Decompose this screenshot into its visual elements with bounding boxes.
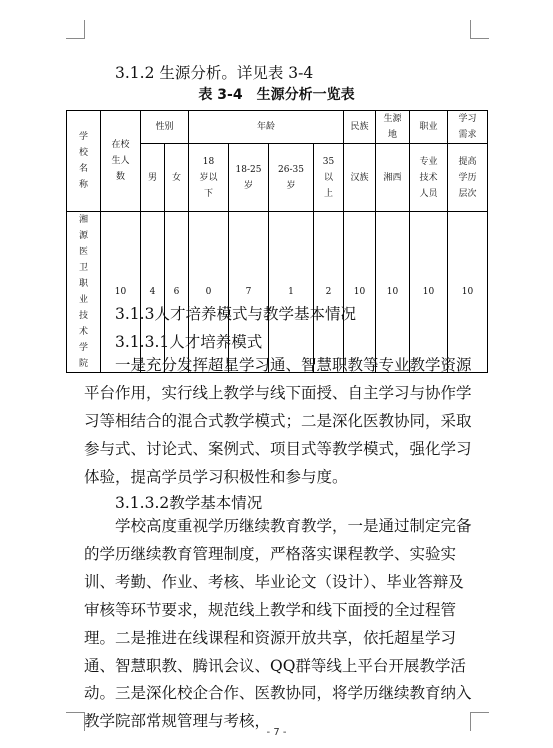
- cell-han: 10: [344, 212, 376, 373]
- section-heading-3-1-3: 3.1.3人才培养模式与教学基本情况: [115, 305, 356, 323]
- cell-study-need: 10: [448, 212, 488, 373]
- header-origin-value: 湘西: [376, 144, 410, 212]
- header-gender: 性别: [141, 111, 189, 144]
- crop-mark-top-right: [470, 20, 489, 39]
- header-female: 女: [165, 144, 189, 212]
- cell-school: 湘源医卫职业技术学院: [67, 212, 101, 373]
- cell-age-18-25: 7: [229, 212, 269, 373]
- cell-age-26-35: 1: [269, 212, 314, 373]
- cell-age-under-18: 0: [189, 212, 229, 373]
- cell-male: 4: [141, 212, 165, 373]
- header-age-18-25: 18-25岁: [229, 144, 269, 212]
- paragraph-training-model: 一是充分发挥超星学习通、智慧职教等专业教学资源平台作用，实行线上教学与线下面授、自主学习与协作学习等相结合的混合式教学模式；二是深化医教协同，采取参与式、讨论式、案例式、项目式等教学模式，强化学习体验，提高学员学习积极性和参与度。: [84, 356, 472, 486]
- header-age-35-plus: 35以上: [314, 144, 344, 212]
- page-number: - 7 -: [266, 727, 287, 738]
- header-ethnicity: 民族: [344, 111, 376, 144]
- cell-age-35-plus: 2: [314, 212, 344, 373]
- header-enrolled-count: 在校生人数: [101, 111, 141, 212]
- header-male: 男: [141, 144, 165, 212]
- header-study-need-value: 提高学历层次: [448, 144, 488, 212]
- cell-female: 6: [165, 212, 189, 373]
- header-age-26-35: 26-35岁: [269, 144, 314, 212]
- crop-mark-top-left: [66, 20, 85, 39]
- header-age: 年龄: [189, 111, 344, 144]
- section-heading-3-1-3-1: 3.1.3.1人才培养模式: [115, 333, 263, 351]
- cell-enrolled: 10: [101, 212, 141, 373]
- table-caption: 表 3-4 生源分析一览表: [198, 87, 355, 103]
- header-school-name: 学校名称: [67, 111, 101, 212]
- header-study-need: 学习需求: [448, 111, 488, 144]
- header-han: 汉族: [344, 144, 376, 212]
- section-heading-3-1-2: 3.1.2 生源分析。详见表 3-4: [115, 64, 314, 82]
- header-age-under-18: 18岁以下: [189, 144, 229, 212]
- header-origin: 生源地: [376, 111, 410, 144]
- header-occupation-value: 专业技术人员: [410, 144, 448, 212]
- cell-occupation: 10: [410, 212, 448, 373]
- paragraph-teaching-situation: 学校高度重视学历继续教育教学，一是通过制定完备的学历继续教育管理制度，严格落实课程教学、实验实训、考勤、作业、考核、毕业论文（设计）、毕业答辩及审核等环节要求，规范线上教学和线下面授的全过程管理。二是推进在线课程和资源开放共享，依托超星学习通、智慧职教、腾讯会议、QQ群等线上平台开展教学活动。三是深化校企合作、医教协同，将学历继续教育纳入教学院部常规管理与考核，: [84, 517, 472, 731]
- cell-origin: 10: [376, 212, 410, 373]
- section-heading-3-1-3-2: 3.1.3.2教学基本情况: [115, 494, 263, 512]
- header-occupation: 职业: [410, 111, 448, 144]
